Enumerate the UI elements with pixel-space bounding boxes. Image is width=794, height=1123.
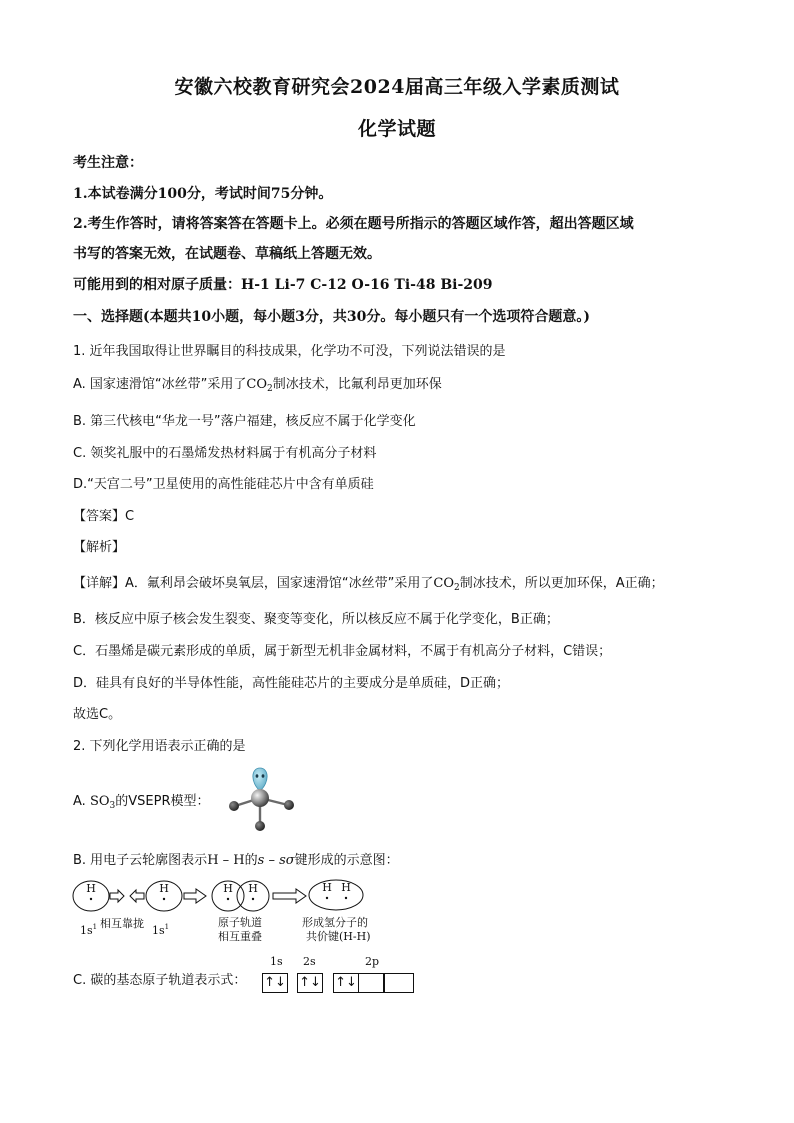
q1-analysis-label: 【解析】 (73, 540, 126, 555)
orbital-2s-label: 2s (303, 955, 316, 968)
q1-option-a (73, 373, 442, 394)
approach-label: 相互靠拢 (100, 917, 144, 930)
q1-option-a-pre: A. 国家速滑馆“冰丝带”采用了 (73, 377, 247, 392)
orbital-1s-label: 1s (270, 955, 283, 968)
ligand-atom-bottom (255, 821, 265, 831)
overlap-label-1: 原子轨道 (218, 916, 262, 929)
exam-subtitle: 化学试题 (357, 118, 436, 140)
co2-formula-main: CO (246, 377, 268, 392)
bond-label-1: 形成氢分子的 (302, 916, 368, 929)
vsepr-model-image (220, 764, 300, 832)
q1-detail-a-pre: A．氟利昂会破坏臭氧层，国家速滑馆“冰丝带”采用了 (125, 576, 434, 591)
q1-option-c: C. 领奖礼服中的石墨烯发热材料属于有机高分子材料 (73, 446, 377, 461)
notice-heading: 考生注意： (73, 155, 143, 171)
q2-stem: 2. 下列化学用语表示正确的是 (73, 739, 246, 754)
orbital-2p-electrons: ↑↓ (335, 975, 357, 990)
q1-detail-b: B．核反应中原子核会发生裂变、聚变等变化，所以核反应不属于化学变化，B正确； (73, 612, 559, 627)
q1-detail-a (73, 572, 664, 593)
so3-formula (90, 794, 115, 809)
q2-option-a-pre: A. (73, 794, 86, 809)
orbital-box-2s (297, 973, 323, 993)
h-atom-4: H (248, 882, 258, 895)
q1-option-a-post: 制冰技术，比氟利昂更加环保 (272, 377, 442, 392)
q2-option-b (73, 849, 399, 868)
atomic-mass-line: 可能用到的相对原子质量：H-1 Li-7 C-12 O-16 Ti-48 Bi-209 (73, 277, 493, 293)
bond-label-2: 共价键(H-H) (306, 930, 370, 943)
central-atom (251, 789, 269, 807)
process-arrows (184, 889, 306, 903)
exam-title: 安徽六校教育研究会2024届高三年级入学素质测试 (174, 76, 620, 98)
approach-arrows (110, 890, 144, 902)
notice-item-1: 1.本试卷满分100分，考试时间75分钟。 (73, 186, 333, 202)
ss-sigma-bond: s – sσ (257, 853, 295, 868)
section-1-heading: 一、选择题(本题共10小题，每小题3分，共30分。每小题只有一个选项符合题意。) (73, 309, 590, 325)
q1-stem: 1. 近年我国取得让世界瞩目的科技成果，化学功不可没，下列说法错误的是 (73, 344, 506, 359)
q1-answer: 【答案】C (73, 509, 135, 524)
co2-detail-main: CO (433, 576, 454, 591)
q2-option-a (73, 790, 209, 811)
notice-item-2-line-1: 2.考生作答时，请将答案答在答题卡上。必须在题号所指示的答题区域作答，超出答题区域 (73, 216, 634, 232)
orbital-box-2p-2 (358, 973, 384, 993)
q2-option-b-mid: 的 (244, 853, 258, 868)
orbital-2p-label: 2p (365, 955, 380, 968)
orbital-label-1: $1s^1$ (80, 923, 98, 937)
hh-formula: H – H (207, 853, 245, 868)
q2-option-b-pre: B. 用电子云轮廓图表示 (73, 853, 208, 868)
h-atom-1: H (86, 882, 96, 895)
so3-main: SO (89, 794, 110, 809)
h-atom-3: H (223, 882, 233, 895)
co2-formula-sub: 2 (267, 384, 273, 394)
q1-detail-c: C．石墨烯是碳元素形成的单质，属于新型无机非金属材料，不属于有机高分子材料，C错误； (73, 644, 612, 659)
orbital-label-2: $1s^1$ (152, 923, 170, 937)
h-atom-6: H (341, 881, 351, 894)
orbital-1s-electrons: ↑↓ (264, 975, 286, 990)
q1-conclusion: 故选C。 (73, 707, 122, 722)
lone-pair-lobe (253, 768, 267, 791)
q2-option-c: C. 碳的基态原子轨道表示式： (73, 973, 247, 988)
ligand-atom-left (229, 801, 239, 811)
co2-detail-sub: 2 (454, 583, 460, 593)
ligand-atom-right (284, 800, 294, 810)
co2-formula-detail (433, 576, 459, 591)
q1-option-b: B. 第三代核电“华龙一号”落户福建，核反应不属于化学变化 (73, 414, 416, 429)
overlap-label-2: 相互重叠 (218, 930, 262, 943)
orbital-box-2p-1 (333, 973, 359, 993)
q1-detail-d: D．硅具有良好的半导体性能，高性能硅芯片的主要成分是单质硅，D正确； (73, 676, 510, 691)
co2-formula (246, 377, 272, 392)
h-atom-5: H (322, 881, 332, 894)
q1-option-d: D.“天宫二号”卫星使用的高性能硅芯片中含有单质硅 (73, 477, 374, 492)
orbital-box-1s (262, 973, 288, 993)
q1-detail-a-post: 制冰技术，所以更加环保，A正确； (459, 576, 664, 591)
q1-detail-label: 【详解】 (73, 576, 126, 591)
notice-item-2-line-2: 书写的答案无效，在试题卷、草稿纸上答题无效。 (73, 246, 381, 262)
orbital-2s-electrons: ↑↓ (299, 975, 321, 990)
q2-option-a-post: 的VSEPR模型： (115, 794, 210, 809)
so3-sub: 3 (109, 801, 116, 811)
electron-cloud-diagram (70, 878, 370, 944)
q2-option-b-post: 键形成的示意图： (294, 853, 399, 868)
h-atom-2: H (159, 882, 169, 895)
orbital-box-2p-3 (384, 973, 414, 993)
